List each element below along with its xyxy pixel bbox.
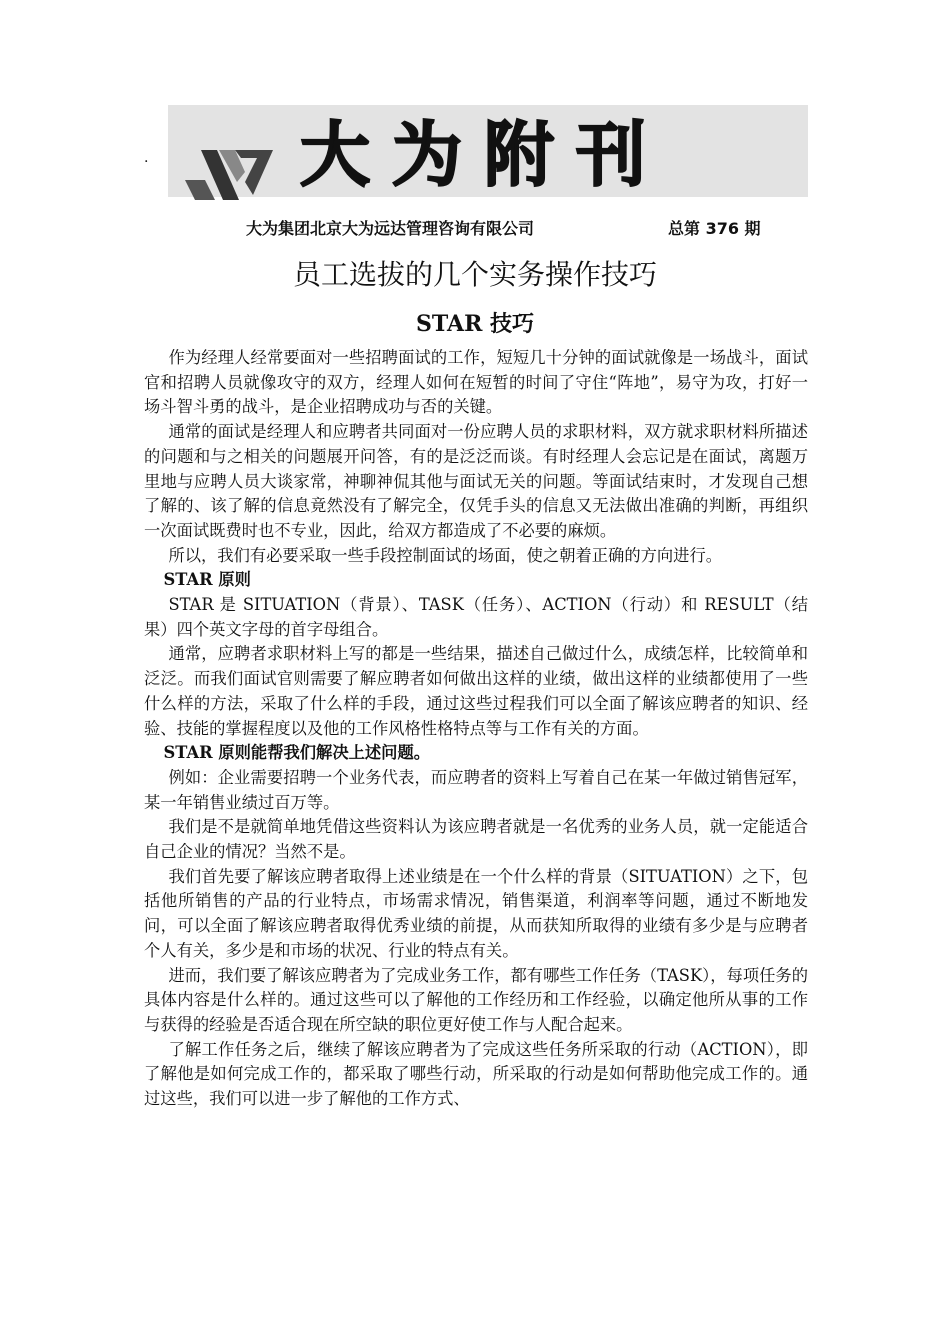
section-heading: STAR 原则: [163, 570, 251, 590]
company-name: 大为集团北京大为远达管理咨询有限公司: [246, 219, 535, 238]
article-body: [144, 346, 808, 1112]
issue-number: 总第 376 期: [668, 219, 761, 238]
paragraph: 进而，我们要了解该应聘者为了完成业务工作，都有哪些工作任务（TASK），每项任务的具体内容是什么样的。通过这些可以了解他的工作经历和工作经验，以确定他所从事的工作与获得的经验是否适合现在所空缺的职位更好使工作与人配合起来。: [144, 965, 808, 1034]
paragraph: STAR 是 SITUATION（背景）、TASK（任务）、ACTION（行动）和 RESULT（结果）四个英文字母的首字母组合。: [144, 595, 808, 639]
paragraph: 通常的面试是经理人和应聘者共同面对一份应聘人员的求职材料，双方就求职材料所描述的问题和与之相关的问题展开问答，有的是泛泛而谈。有时经理人会忘记是在面试，离题万里地与应聘人员大谈家常，神聊神侃其他与面试无关的问题。等面试结束时，才发现自己想了解的、该了解的信息竟然没有了解完全，仅凭手头的信息又无法做出准确的判断，再组织一次面试既费时也不专业，因此，给双方都造成了不必要的麻烦。: [144, 422, 808, 540]
paragraph: 作为经理人经常要面对一些招聘面试的工作，短短几十分钟的面试就像是一场战斗，面试官和招聘人员就像攻守的双方，经理人如何在短暂的时间了守住“阵地”，易守为攻，打好一场斗智斗勇的战斗，是企业招聘成功与否的关键。: [144, 348, 808, 417]
paragraph: 所以，我们有必要采取一些手段控制面试的场面，使之朝着正确的方向进行。: [168, 545, 723, 565]
masthead-title: 大为附刊: [300, 114, 668, 196]
paragraph: 我们是不是就简单地凭借这些资料认为该应聘者就是一名优秀的业务人员，就一定能适合自己企业的情况？当然不是。: [144, 817, 808, 862]
company-logo-icon: [183, 140, 275, 202]
article-title: 员工选拔的几个实务操作技巧: [292, 258, 657, 291]
paragraph: 例如：企业需要招聘一个业务代表，而应聘者的资料上写着自己在某一年做过销售冠军，某一年销售业绩过百万等。: [144, 767, 808, 812]
article-subtitle: STAR 技巧: [415, 311, 535, 337]
paragraph: 了解工作任务之后，继续了解该应聘者为了完成这些任务所采取的行动（ACTION），即了解他是如何完成工作的，都采取了哪些行动，所采取的行动是如何帮助他完成工作的。通过这些，我们可以进一步了解他的工作方式、: [144, 1039, 808, 1109]
paragraph: 我们首先要了解该应聘者取得上述业绩是在一个什么样的背景（SITUATION）之下，包括他所销售的产品的行业特点，市场需求情况，销售渠道，利润率等问题，通过不断地发问，可以全面了解该应聘者取得优秀业绩的前提，从而获知所取得的业绩有多少是与应聘者个人有关，多少是和市场的状况、行业的特点有关。: [144, 866, 808, 960]
stray-dot: .: [144, 150, 149, 166]
section-heading: STAR 原则能帮我们解决上述问题。: [163, 743, 431, 763]
paragraph: 通常，应聘者求职材料上写的都是一些结果，描述自己做过什么，成绩怎样，比较简单和泛泛。而我们面试官则需要了解应聘者如何做出这样的业绩，做出这样的业绩都使用了一些什么样的方法，采取了什么样的手段，通过这些过程我们可以全面了解该应聘者的知识、经验、技能的掌握程度以及他的工作风格性格特点等与工作有关的方面。: [144, 644, 808, 738]
